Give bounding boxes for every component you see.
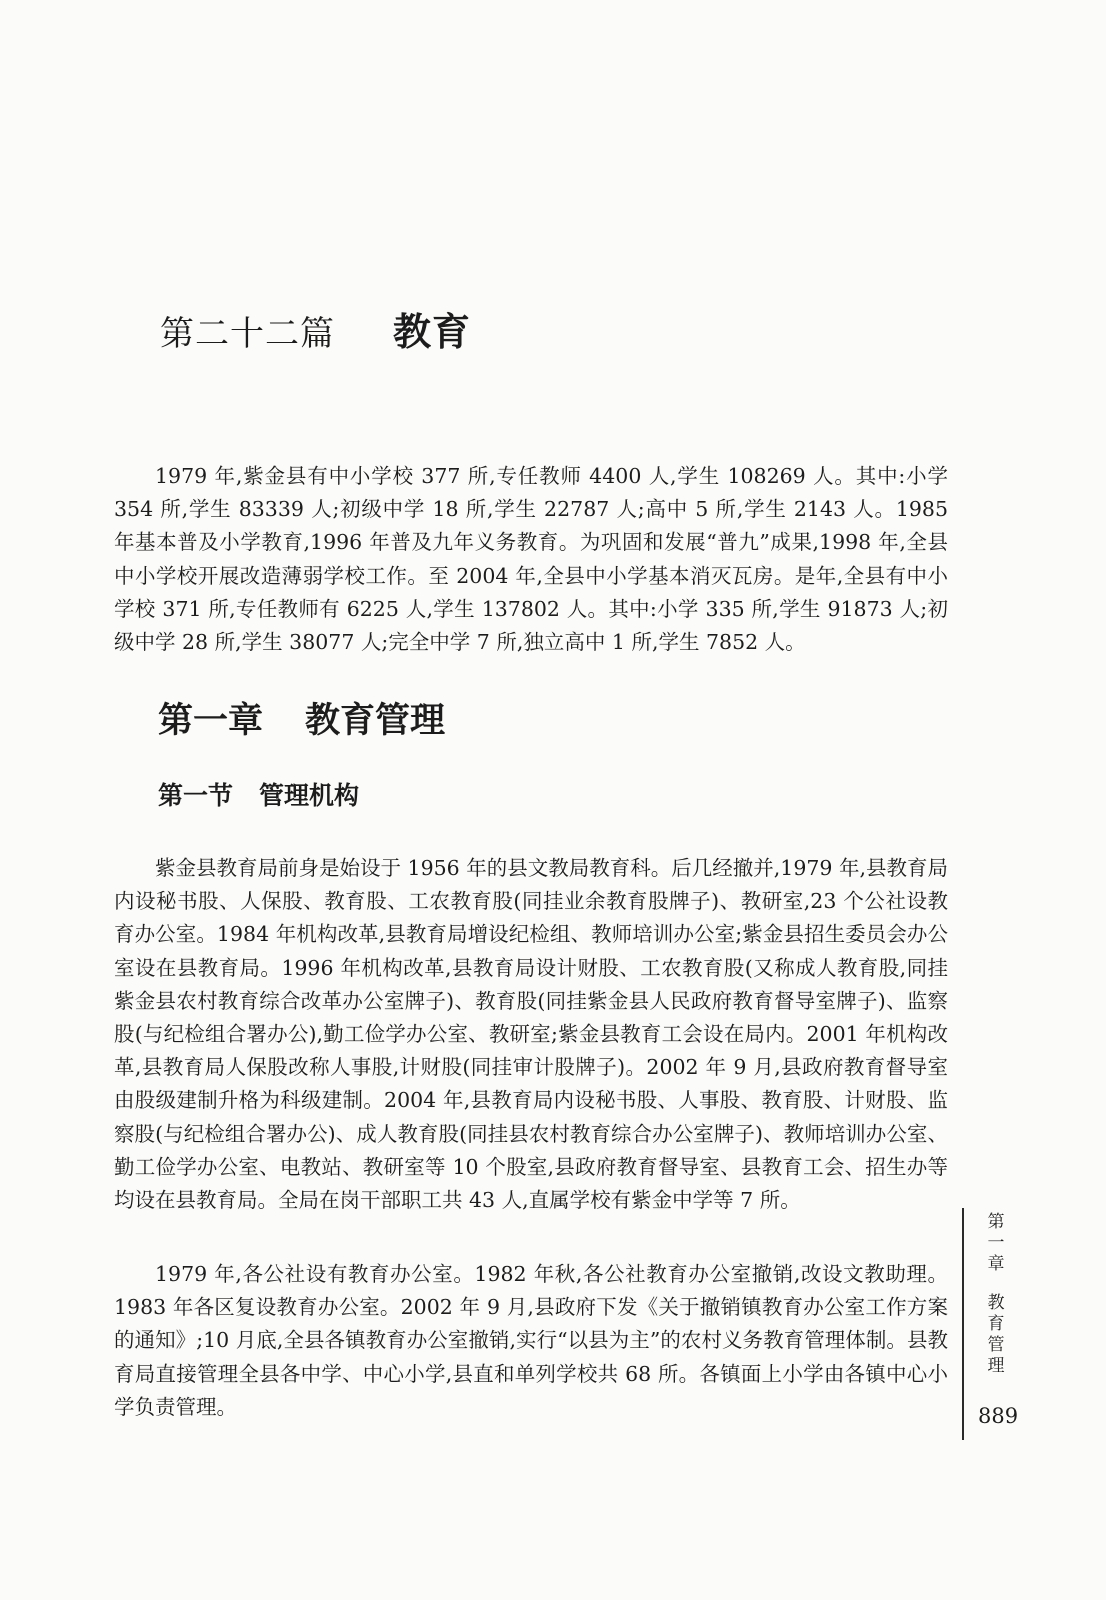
body-paragraph-2: 1979 年,各公社设有教育办公室。1982 年秋,各公社教育办公室撤销,改设文教助理。1983 年各区复设教育办公室。2002 年 9 月,县政府下发《关于撤销镇教育办公室工作方案的通知》;10 月底,全县各镇教育办公室撤销,实行“以县为主”的农村义务教育管理体制。县教育局直接管理全县各中学、中心小学,县直和单列学校共 68 所。各镇面上小学由各镇中心小学负责管理。 [114,1262,948,1419]
chapter-name: 教育管理 [305,701,446,741]
page-number: 889 [978,1404,1019,1428]
body-paragraph-1: 紫金县教育局前身是始设于 1956 年的县文教局教育科。后几经撤并,1979 年,县教育局内设秘书股、人保股、教育股、工农教育股(同挂业余教育股牌子)、教研室,23 个公社设教育办公室。1984 年机构改革,县教育局增设纪检组、教师培训办公室;紫金县招生委员会办公室设在县教育局。1996 年机构改革,县教育局设计财股、工农教育股(又称成人教育股,同挂紫金县农村教育综合改革办公室牌子)、教育股(同挂紫金县人民政府教育督导室牌子)、监察股(与纪检组合署办公),勤工俭学办公室、教研室;紫金县教育工会设在局内。2001 年机构改革,县教育局人保股改称人事股,计财股(同挂审计股牌子)。2002 年 9 月,县政府教育督导室由股级建制升格为科级建制。2004 年,县教育局内设秘书股、人事股、教育股、计财股、监察股(与纪检组合署办公)、成人教育股(同挂县农村教育综合办公室牌子)、教师培训办公室、勤工俭学办公室、电教站、教研室等 10 个股室,县政府教育督导室、县教育工会、招生办等均设在县教育局。全局在岗干部职工共 43 人,直属学校有紫金中学等 7 所。 [114,856,948,1213]
running-header-char: 理 [987,1356,1005,1376]
part-title [160,309,472,354]
section-name: 管理机构 [259,781,360,810]
running-header [981,1212,1011,1377]
running-header-char: 章 [987,1254,1005,1274]
chapter-number: 第一章 [158,701,264,741]
running-header-char: 一 [987,1233,1005,1253]
part-name: 教育 [393,309,472,354]
section-number: 第一节 [158,781,234,810]
chapter-title [158,700,445,742]
part-number: 第二十二篇 [160,314,335,354]
running-header-char: 教 [987,1293,1005,1313]
running-header-char: 育 [987,1314,1005,1334]
margin-rule [962,1208,964,1440]
intro-paragraph: 1979 年,紫金县有中小学校 377 所,专任教师 4400 人,学生 108269 人。其中:小学 354 所,学生 83339 人;初级中学 18 所,学生 22787 人;高中 5 所,学生 2143 人。1985 年基本普及小学教育,1996 年普及九年义务教育。为巩固和发展“普九”成果,1998 年,全县中小学校开展改造薄弱学校工作。至 2004 年,全县中小学基本消灭瓦房。是年,全县有中小学校 371 所,专任教师有 6225 人,学生 137802 人。其中:小学 335 所,学生 91873 人;初级中学 28 所,学生 38077 人;完全中学 7 所,独立高中 1 所,学生 7852 人。 [114,464,948,655]
section-title [158,780,359,812]
running-header-char: 第 [987,1212,1005,1232]
running-header-char: 管 [987,1335,1005,1355]
